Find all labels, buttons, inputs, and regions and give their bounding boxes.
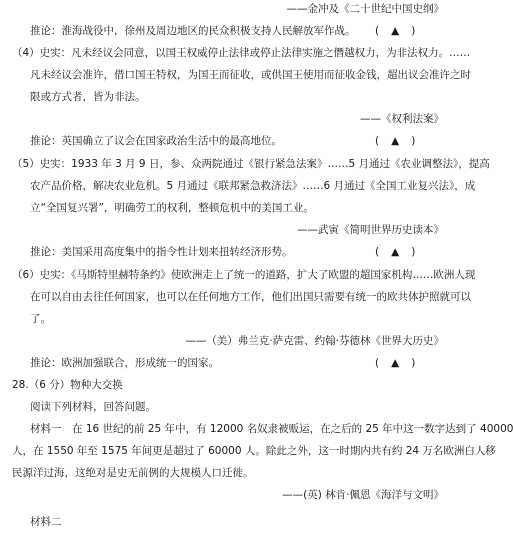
triangle-icon: ▲ <box>391 246 400 258</box>
bracket-close: ) <box>411 246 416 258</box>
answer-bracket <box>375 134 415 148</box>
material-line: 民源洋过海，这绝对是史无前例的大规模人口迁徙。 <box>12 467 254 479</box>
inference-text: 推论：英国确立了议会在国家政治生活中的最高地位。 <box>30 135 282 147</box>
triangle-icon: ▲ <box>391 25 400 37</box>
triangle-icon: ▲ <box>391 135 400 147</box>
answer-bracket <box>375 356 415 370</box>
inference-text: 推论：美国采用高度集中的指令性计划来扭转经济形势。 <box>30 246 293 258</box>
inference-text: 推论：淮海战役中，徐州及周边地区的民众积极支持人民解放军作战。 <box>30 25 356 37</box>
fact-line: 在可以自由去往任何国家，也可以在任何地方工作，他们出国只需要有统一的欧共体护照就可以 <box>30 291 471 303</box>
material-line: 人，在 1550 年至 1575 年间更是超过了 60000 人。除此之外，这一时期内共有约 24 万名欧洲白人移 <box>12 445 496 457</box>
bracket-close: ) <box>411 135 416 147</box>
bracket-open: ( <box>375 25 380 37</box>
triangle-icon: ▲ <box>391 357 400 369</box>
bracket-open: ( <box>375 246 380 258</box>
fact-line: 凡未经议会准许，借口国王特权，为国王而征收，或供国王使用而征收金钱，超出议会准许之时 <box>30 69 471 81</box>
source-citation: ——武寅《简明世界历史读本》 <box>297 224 444 236</box>
fact-line: （5）史实：1933 年 3 月 9 日，参、众两院通过《银行紧急法案》……5 月通过《农业调整法》，提高 <box>12 158 490 170</box>
bracket-close: ) <box>411 357 416 369</box>
answer-bracket <box>375 24 415 38</box>
bracket-close: ) <box>411 25 416 37</box>
fact-line: （6）史实：《马斯特里赫特条约》使欧洲走上了统一的道路，扩大了欧盟的超国家机构……欧洲人现 <box>12 269 476 281</box>
source-citation: ——《权利法案》 <box>360 113 444 125</box>
fact-line: 立“全国复兴署”，明确劳工的权利，整顿危机中的美国工业。 <box>30 202 314 214</box>
fact-line: （4）史实：凡未经议会同意，以国王权威停止法律或停止法律实施之僭越权力，为非法权力。…… <box>12 47 471 59</box>
fact-line: 农产品价格，解决农业危机。5 月通过《联邦紧急救济法》……6 月通过《全国工业复兴法》，成 <box>30 180 476 192</box>
question-title: 28.（6 分）物种大交换 <box>12 379 123 391</box>
source-citation: ——（美）弗兰克·萨克雷、约翰·芬德林《世界大历史》 <box>185 335 444 347</box>
material-label: 材料二 <box>30 516 62 528</box>
inference-text: 推论：欧洲加强联合，形成统一的国家。 <box>30 357 219 369</box>
source-citation: ——(英) 林肯·佩恩《海洋与文明》 <box>282 489 444 501</box>
source-citation: ——金冲及《二十世纪中国史纲》 <box>286 3 444 15</box>
question-instruction: 阅读下列材料，回答问题。 <box>30 401 156 413</box>
fact-line: 限或方式者，皆为非法。 <box>30 91 146 103</box>
answer-bracket <box>375 245 415 259</box>
material-line: 材料一 在 16 世纪的前 25 年中，有 12000 名奴隶被贩运，在之后的 25 年中这一数字达到了 40000 <box>30 423 513 435</box>
bracket-open: ( <box>375 135 380 147</box>
fact-line: 了。 <box>30 313 51 325</box>
bracket-open: ( <box>375 357 380 369</box>
